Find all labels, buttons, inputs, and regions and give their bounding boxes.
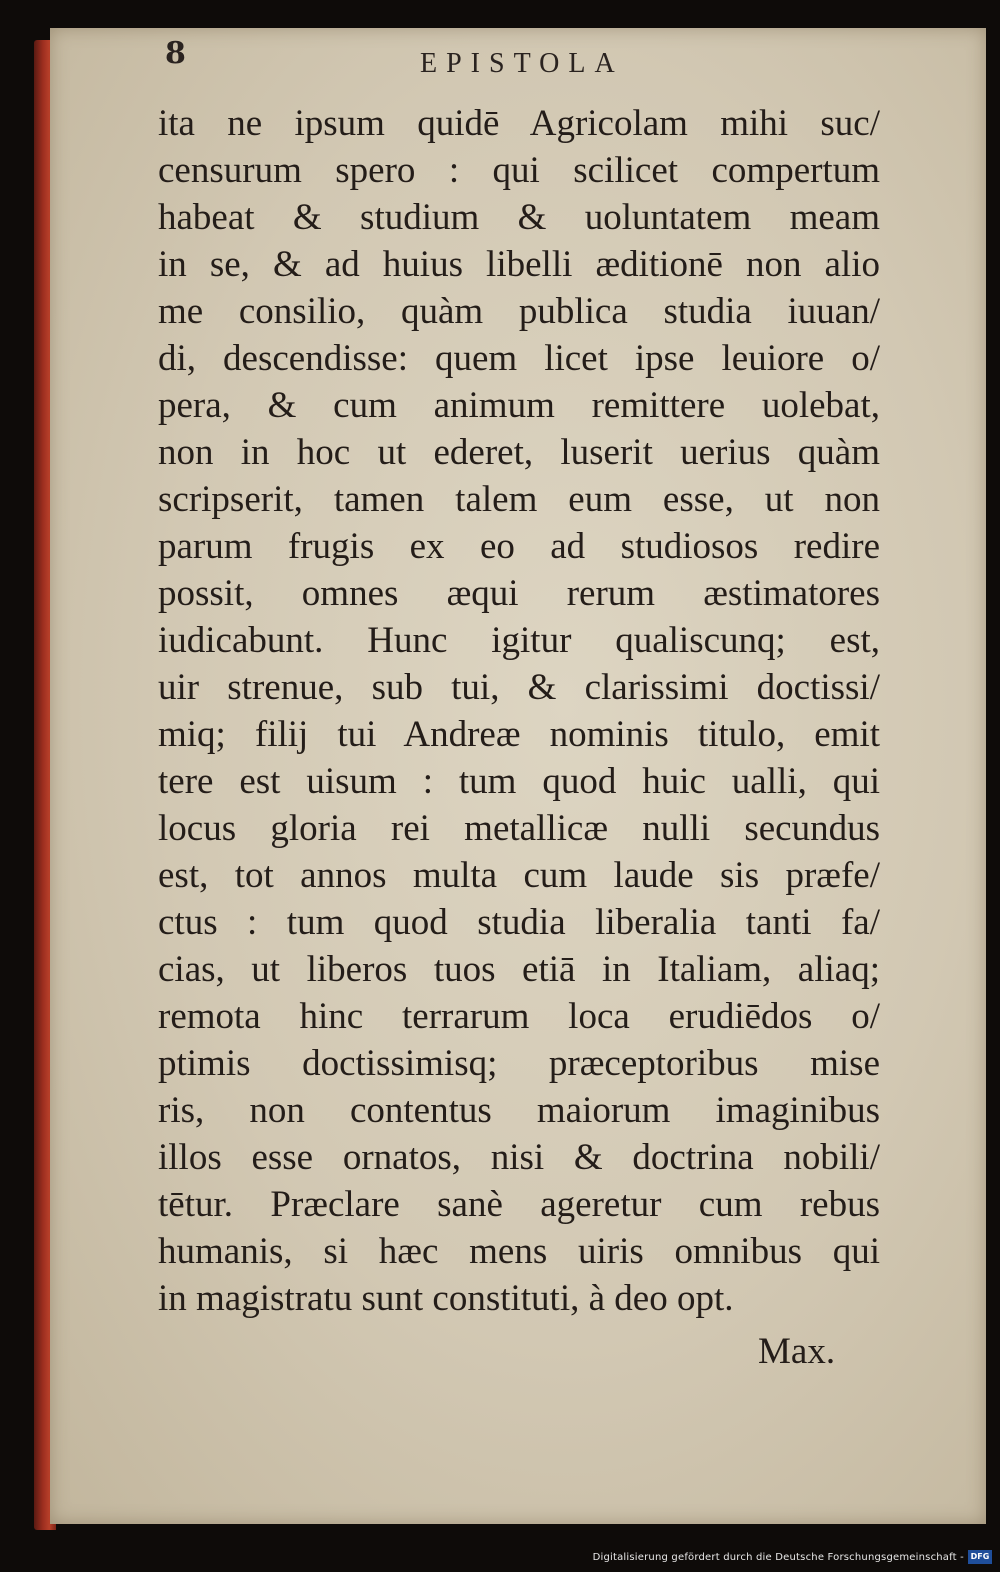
text-line: in se, & ad huius libelli æditionē non alio xyxy=(158,244,880,285)
text-line: censurum spero : qui scilicet compertum xyxy=(158,150,880,191)
text-line: miq; filij tui Andreæ nominis titulo, emit xyxy=(158,714,880,755)
page-number: 8 xyxy=(165,36,186,71)
text-line: habeat & studium & uoluntatem meam xyxy=(158,197,880,238)
text-line: ctus : tum quod studia liberalia tanti fa/ xyxy=(158,902,880,943)
text-line: tētur. Præclare sanè ageretur cum rebus xyxy=(158,1184,880,1225)
running-head: EPISTOLA xyxy=(420,48,624,79)
text-line: parum frugis ex eo ad studiosos redire xyxy=(158,526,880,567)
text-line: uir strenue, sub tui, & clarissimi doctissi/ xyxy=(158,667,880,708)
text-line: possit, omnes æqui rerum æstimatores xyxy=(158,573,880,614)
text-line: scripserit, tamen talem eum esse, ut non xyxy=(158,479,880,520)
text-line: est, tot annos multa cum laude sis præfe/ xyxy=(158,855,880,896)
text-line: non in hoc ut ederet, luserit uerius quàm xyxy=(158,432,880,473)
funding-credit: Digitalisierung gefördert durch die Deutsche Forschungsgemeinschaft - xyxy=(592,1552,964,1563)
text-line: me consilio, quàm publica studia iuuan/ xyxy=(158,291,880,332)
text-line: in magistratu sunt constituti, à deo opt. xyxy=(158,1278,734,1319)
text-line: iudicabunt. Hunc igitur qualiscunq; est, xyxy=(158,620,880,661)
text-line: cias, ut liberos tuos etiā in Italiam, aliaq; xyxy=(158,949,880,990)
catchword: Max. xyxy=(758,1331,836,1372)
text-line: ita ne ipsum quidē Agricolam mihi suc/ xyxy=(158,103,880,144)
text-line: ptimis doctissimisq; præceptoribus mise xyxy=(158,1043,880,1084)
text-line: ris, non contentus maiorum imaginibus xyxy=(158,1090,880,1131)
text-line: locus gloria rei metallicæ nulli secundus xyxy=(158,808,880,849)
text-line: illos esse ornatos, nisi & doctrina nobili/ xyxy=(158,1137,880,1178)
text-line: remota hinc terrarum loca erudiēdos o/ xyxy=(158,996,880,1037)
text-line: pera, & cum animum remittere uolebat, xyxy=(158,385,880,426)
text-line: di, descendisse: quem licet ipse leuiore o/ xyxy=(158,338,880,379)
text-line: tere est uisum : tum quod huic ualli, qui xyxy=(158,761,880,802)
dfg-logo-icon: DFG xyxy=(968,1550,992,1564)
text-line: humanis, si hæc mens uiris omnibus qui xyxy=(158,1231,880,1272)
body-text xyxy=(158,100,880,1322)
